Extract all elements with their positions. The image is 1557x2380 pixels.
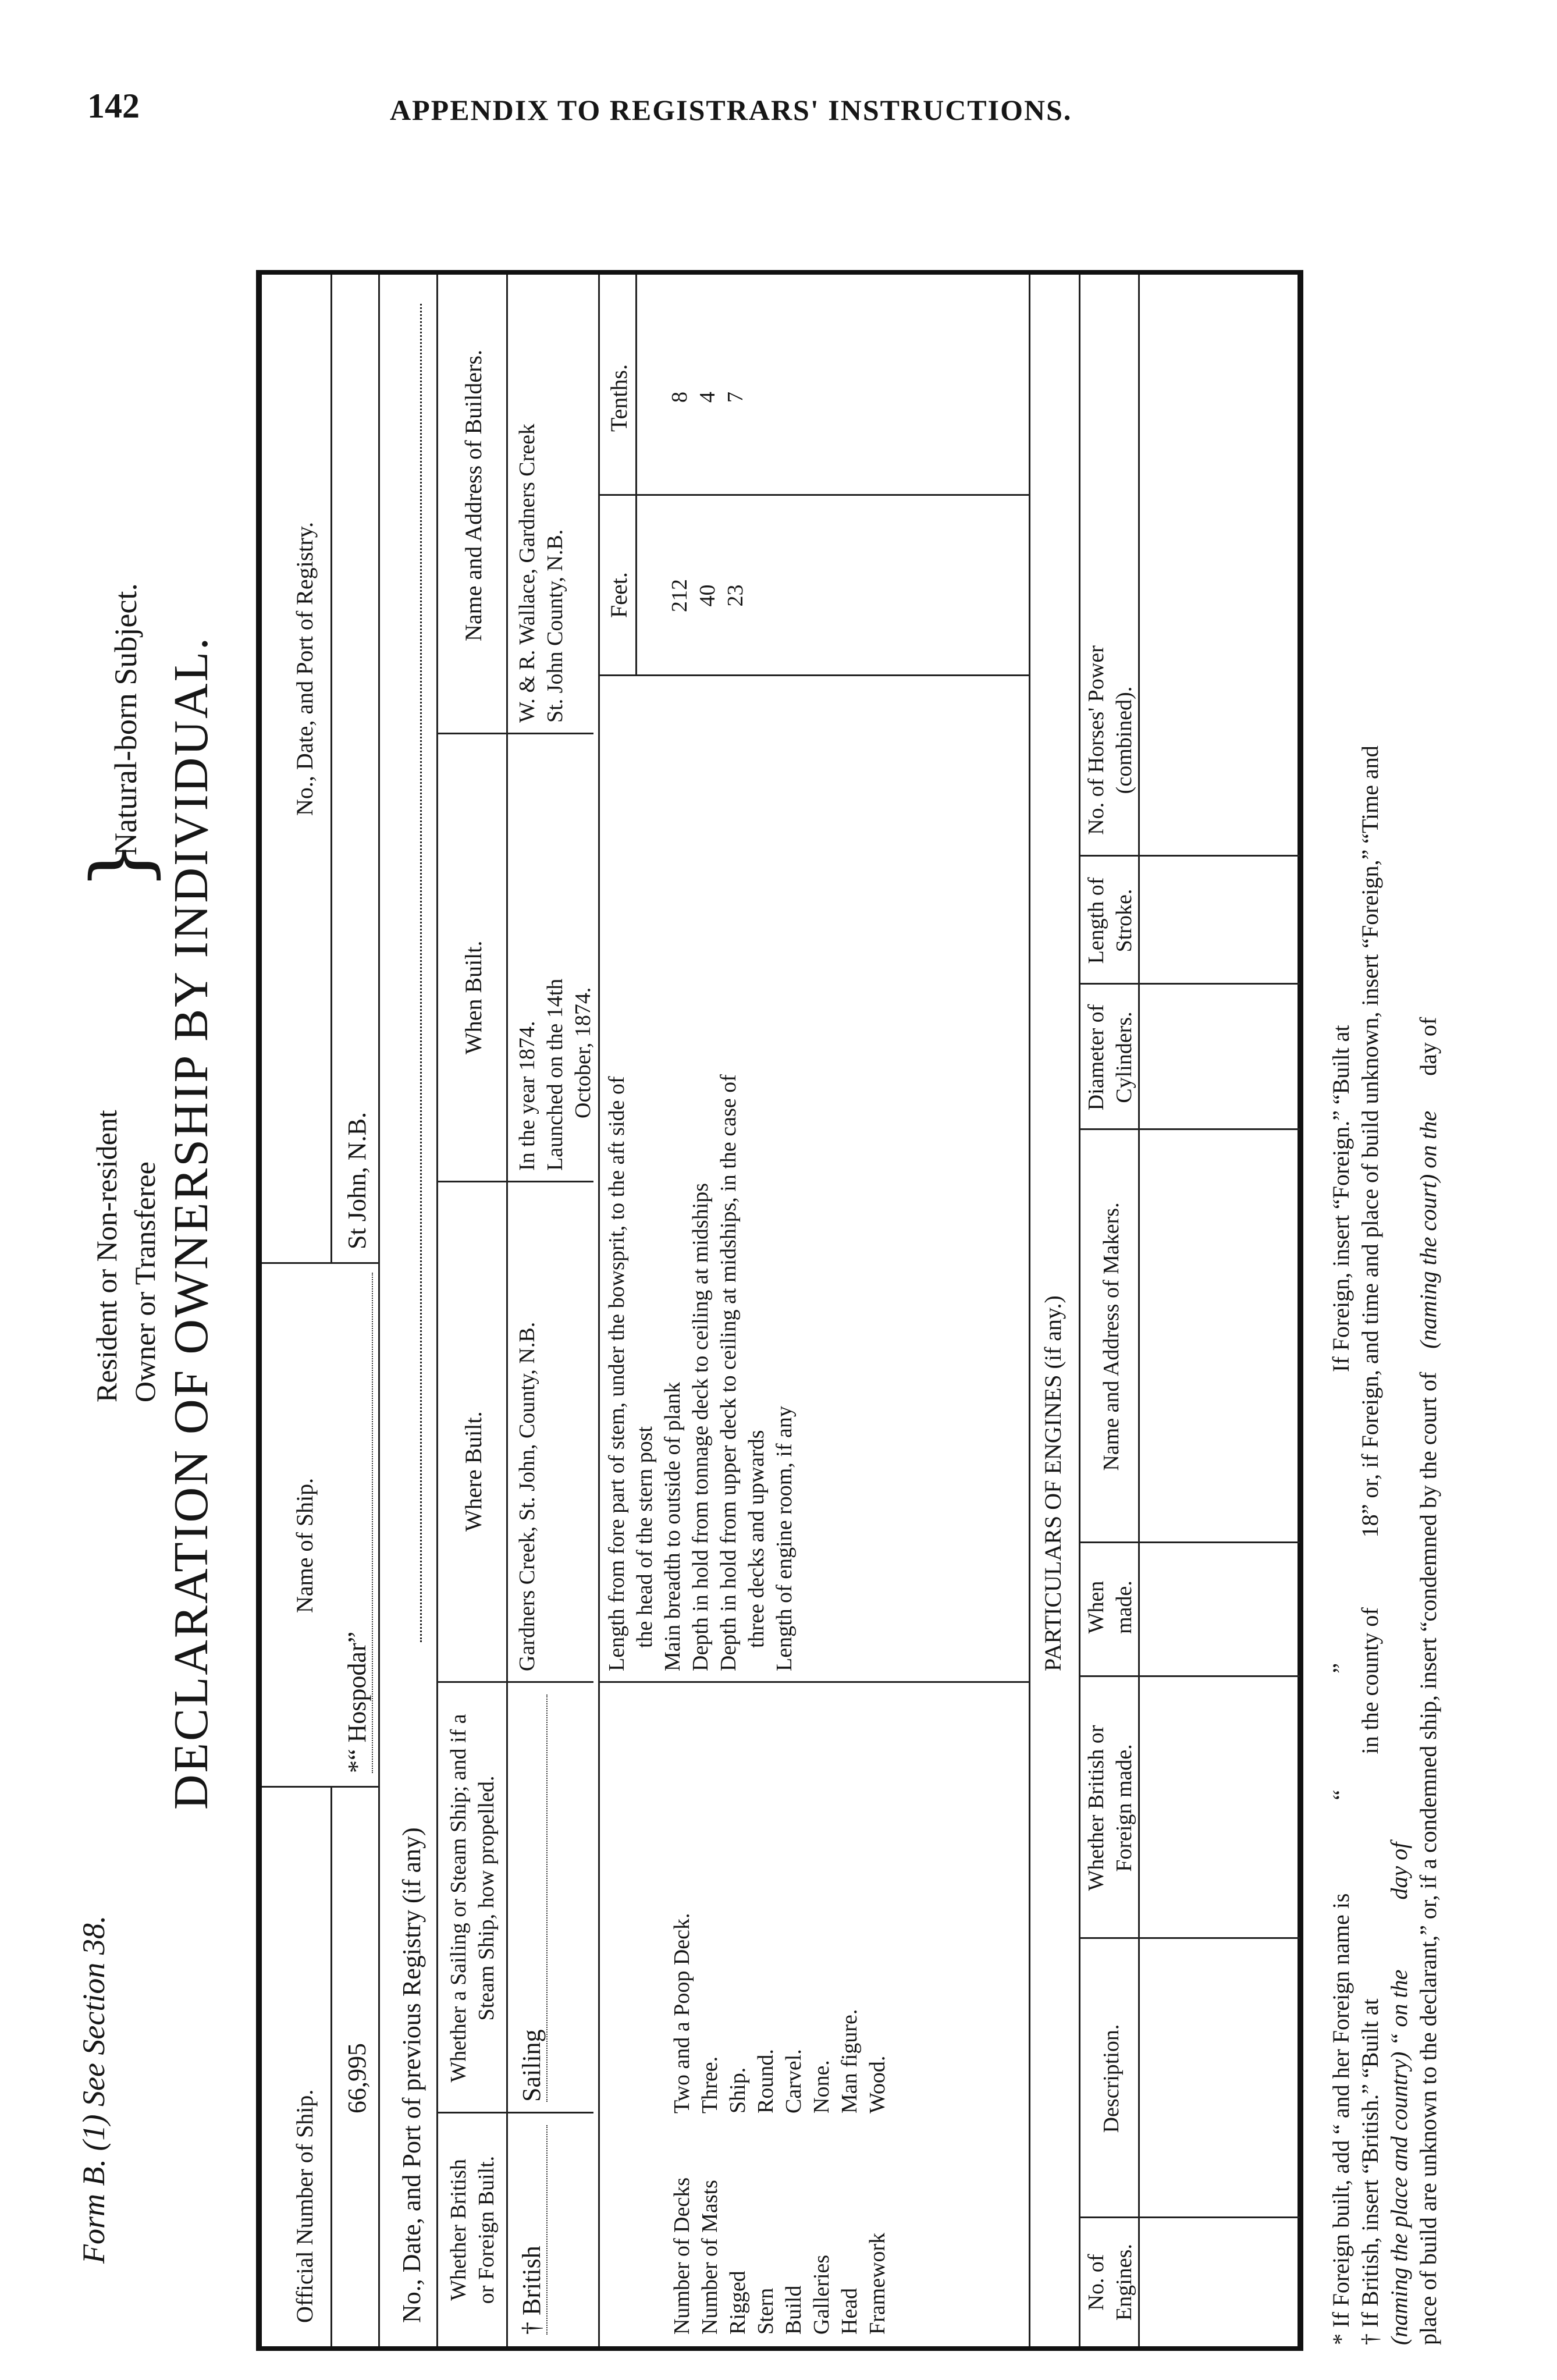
builders-line-2: St. John County, N.B. — [543, 529, 567, 723]
brace-symbol: } — [75, 840, 167, 890]
length-line-1: Length from fore part of stem, under the bowsprit, to the aft side of — [605, 1076, 629, 1671]
particular-build: BuildCarvel. — [781, 2049, 806, 2335]
tenths-length: 8 — [667, 392, 692, 403]
particulars-list — [668, 1913, 891, 2335]
header-makers: Name and Address of Makers. — [1099, 1202, 1124, 1471]
tenths-header: Tenths. — [606, 364, 632, 432]
header-no-of-engines: No. of Engines. — [1084, 2244, 1136, 2321]
when-built-line-1: In the year 1874. — [515, 1021, 539, 1171]
engines-title: PARTICULARS OF ENGINES (if any.) — [1040, 1295, 1066, 1671]
header-description: Description. — [1099, 2024, 1124, 2133]
rotated-form — [0, 134, 1557, 2380]
header-diameter: Diameter of Cylinders. — [1084, 1004, 1136, 1111]
running-head: APPENDIX TO REGISTRARS' INSTRUCTIONS. — [390, 94, 1072, 126]
footnote-line-2: † If British, insert “British.” “Built atin the county of18” or, if Foreign, and time and place of build unknown, insert “Foreign,” “Time and — [1357, 745, 1383, 2345]
form-title: DECLARATION OF OWNERSHIP BY INDIVIDUAL. — [164, 635, 218, 1810]
depth-upper-line-1: Depth in hold from upper deck to ceiling at midships, in the case of — [716, 1074, 741, 1671]
breadth: Main breadth to outside of plank — [660, 1381, 685, 1671]
builders — [513, 424, 569, 723]
depth-upper-line-2: three decks and upwards — [744, 1430, 769, 1648]
header-sailing-or-steam: Whether a Sailing or Steam Ship; and if a Steam Ship, how propelled. — [446, 1714, 499, 2083]
official-number: 66,995 — [343, 2043, 371, 2113]
particular-stern: SternRound. — [753, 2049, 778, 2335]
ownership-table — [256, 270, 1303, 2351]
particular-framework: FrameworkWood. — [865, 2055, 890, 2335]
feet-length: 212 — [667, 579, 692, 612]
when-built-line-2: Launched on the 14th — [543, 978, 567, 1171]
header-stroke: Length of Stroke. — [1084, 877, 1136, 964]
header-builders: Name and Address of Builders. — [460, 349, 486, 641]
header-horse-power: No. of Horses' Power (combined). — [1084, 645, 1136, 835]
ship-name: *“ Hospodar” — [342, 1273, 373, 1773]
footnotes — [1327, 745, 1443, 2345]
particular-number-of-masts: Number of MastsThree. — [698, 2056, 722, 2335]
engine-room: Length of engine room, if any — [772, 1406, 797, 1671]
header-registry: No., Date, and Port of Registry. — [292, 521, 318, 816]
sailing-or-steam: Sailing — [517, 1695, 548, 2102]
british-or-foreign: † British — [517, 2125, 548, 2335]
feet-values — [666, 579, 749, 612]
builders-line-1: W. & R. Wallace, Gardners Creek — [515, 423, 539, 723]
particular-rigged: RiggedShip. — [726, 2067, 750, 2335]
owner-type-options — [87, 1110, 164, 1402]
feet-header: Feet. — [606, 572, 632, 618]
feet-breadth: 40 — [695, 584, 720, 607]
depth-tonnage: Depth in hold from tonnage deck to ceiling at midships — [688, 1182, 713, 1671]
owner-line-2: Owner or Transferee — [129, 1161, 161, 1402]
particular-number-of-decks: Number of DecksTwo and a Poop Deck. — [670, 1913, 694, 2335]
tenths-values — [666, 392, 749, 403]
when-built-line-3: October, 1874. — [571, 987, 595, 1118]
registry: St John, N.B. — [343, 1112, 371, 1249]
header-when-built: When Built. — [460, 940, 486, 1054]
footnote-line-3: (naming the place and country) “ on theday of — [1386, 1842, 1412, 2345]
measurement-descriptions — [603, 1074, 798, 1671]
length-line-2: the head of the stern post — [632, 1426, 657, 1648]
header-where-built: Where Built. — [460, 1411, 486, 1532]
particular-galleries: GalleriesNone. — [809, 2060, 834, 2335]
owner-type: Natural-born Subject. — [108, 583, 143, 855]
particular-head: HeadMan figure. — [837, 2009, 862, 2335]
footnote-line-4: place of build are unknown to the declarant,” or, if a condemned ship, insert “condemned by the court of(naming the court) on theday of — [1415, 1017, 1441, 2345]
tenths-breadth: 4 — [695, 392, 720, 403]
header-official-number: Official Number of Ship. — [292, 2089, 318, 2323]
feet-depth: 23 — [723, 584, 748, 607]
previous-registry-label: No., Date, and Port of previous Registry (if any) — [397, 1827, 426, 2323]
header-engine-origin: Whether British or Foreign made. — [1084, 1725, 1136, 1891]
tenths-depth: 7 — [723, 392, 748, 403]
where-built: Gardners Creek, St. John, County, N.B. — [515, 1322, 539, 1671]
header-when-made: When made. — [1084, 1580, 1136, 1634]
when-built — [513, 979, 597, 1171]
owner-line-1: Resident or Non-resident — [90, 1110, 123, 1402]
footnote-line-1: * If Foreign built, add “ and her Foreign name is“”If Foreign, insert “Foreign.” “Built at — [1328, 1025, 1354, 2345]
page-number: 142 — [87, 87, 140, 125]
form-reference: Form B. (1) See Section 38. — [76, 1915, 111, 2264]
header-british-or-foreign: Whether British or Foreign Built. — [446, 2155, 499, 2304]
header-ship-name: Name of Ship. — [292, 1477, 318, 1613]
